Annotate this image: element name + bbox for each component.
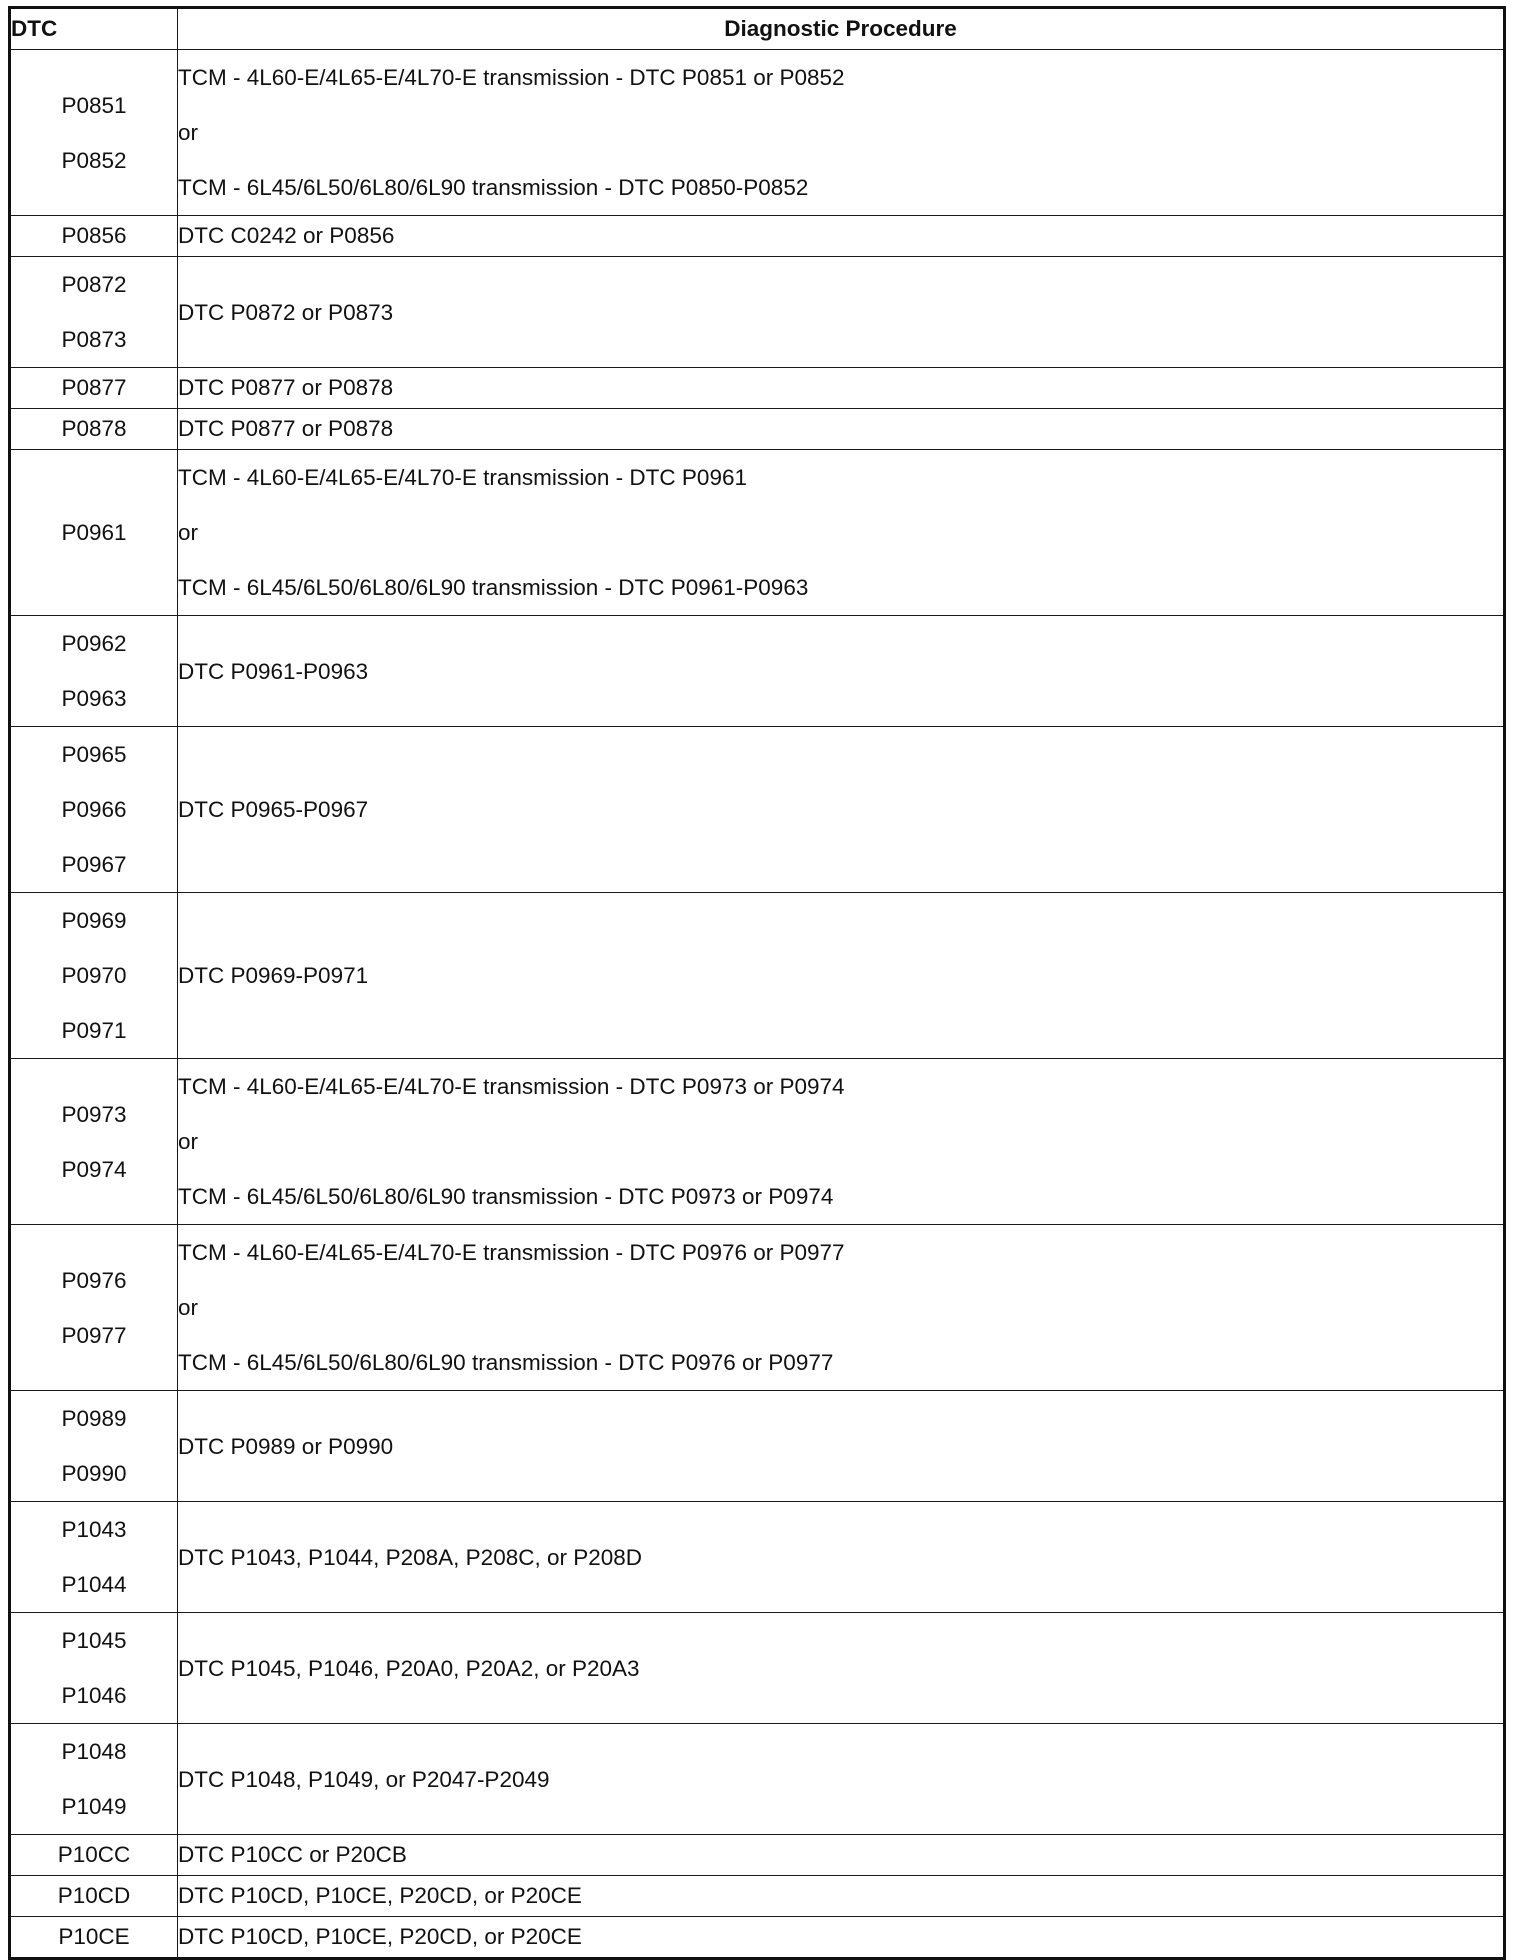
procedure-line: DTC P0965-P0967 — [178, 797, 369, 822]
table-row — [10, 216, 1505, 257]
diagnostic-procedure-cell — [178, 727, 1505, 893]
procedure-line: DTC P1045, P1046, P20A0, P20A2, or P20A3 — [178, 1655, 640, 1681]
dtc-code: P0969 — [61, 908, 127, 933]
dtc-code: P0990 — [61, 1461, 127, 1486]
dtc-code: P10CD — [57, 1883, 131, 1908]
dtc-code: P0852 — [61, 147, 127, 173]
dtc-code-cell — [10, 727, 178, 893]
table-row — [10, 368, 1505, 409]
table-row — [10, 1391, 1505, 1502]
procedure-line: DTC P1043, P1044, P208A, P208C, or P208D — [178, 1544, 643, 1570]
dtc-code: P1049 — [61, 1794, 127, 1819]
dtc-code: P0971 — [61, 1018, 127, 1043]
dtc-code: P1045 — [61, 1628, 127, 1653]
table-row — [10, 616, 1505, 727]
dtc-code-cell — [10, 50, 178, 216]
procedure-line: or — [178, 1129, 199, 1154]
dtc-code: P10CC — [57, 1842, 131, 1867]
procedure-line: DTC P10CD, P10CE, P20CD, or P20CE — [178, 1883, 582, 1908]
dtc-code: P0856 — [61, 223, 127, 248]
diagnostic-procedure-cell — [178, 1876, 1505, 1917]
diagnostic-procedure-cell — [178, 1391, 1505, 1502]
diagnostic-procedure-cell — [178, 216, 1505, 257]
dtc-code: P0877 — [61, 375, 127, 400]
dtc-code-cell — [10, 1876, 178, 1917]
dtc-code: P0851 — [61, 92, 127, 118]
table-row — [10, 1917, 1505, 1959]
procedure-line: TCM - 6L45/6L50/6L80/6L90 transmission - DTC P0850-P0852 — [178, 175, 809, 200]
dtc-code: P1043 — [61, 1517, 127, 1542]
diagnostic-procedure-cell — [178, 409, 1505, 450]
dtc-code-cell — [10, 368, 178, 409]
dtc-table — [8, 6, 1506, 1960]
diagnostic-procedure-cell — [178, 1613, 1505, 1724]
dtc-code: P1046 — [61, 1683, 127, 1708]
procedure-line: or — [178, 120, 199, 145]
table-row — [10, 727, 1505, 893]
table-row — [10, 1835, 1505, 1876]
dtc-code-cell — [10, 1502, 178, 1613]
diagnostic-procedure-cell — [178, 1502, 1505, 1613]
dtc-code: P0974 — [61, 1156, 127, 1182]
procedure-line: TCM - 6L45/6L50/6L80/6L90 transmission - DTC P0976 or P0977 — [178, 1350, 834, 1375]
dtc-code-cell — [10, 893, 178, 1059]
header-dtc: DTC — [10, 8, 178, 50]
table-row — [10, 450, 1505, 616]
dtc-code-cell — [10, 1391, 178, 1502]
procedure-line: DTC P10CD, P10CE, P20CD, or P20CE — [178, 1924, 582, 1949]
procedure-line: TCM - 4L60-E/4L65-E/4L70-E transmission - DTC P0961 — [178, 465, 747, 490]
dtc-code: P0967 — [61, 852, 127, 877]
dtc-code: P10CE — [58, 1924, 130, 1949]
dtc-code: P0977 — [61, 1322, 127, 1348]
dtc-code-cell — [10, 616, 178, 727]
table-row — [10, 893, 1505, 1059]
dtc-code-cell — [10, 1225, 178, 1391]
procedure-line: DTC P0877 or P0878 — [178, 375, 394, 400]
table-row — [10, 50, 1505, 216]
procedure-line: DTC P0872 or P0873 — [178, 299, 394, 325]
dtc-code-cell — [10, 1724, 178, 1835]
dtc-code-cell — [10, 1917, 178, 1959]
header-diagnostic-procedure: Diagnostic Procedure — [178, 8, 1505, 50]
dtc-code-cell — [10, 257, 178, 368]
dtc-code: P0961 — [61, 520, 127, 545]
table-row — [10, 1876, 1505, 1917]
diagnostic-procedure-cell — [178, 257, 1505, 368]
dtc-code: P0966 — [61, 797, 127, 822]
diagnostic-procedure-cell — [178, 368, 1505, 409]
dtc-code: P0872 — [61, 272, 127, 297]
diagnostic-procedure-cell — [178, 450, 1505, 616]
dtc-table-container — [8, 6, 1506, 1960]
table-row — [10, 1502, 1505, 1613]
procedure-line: or — [178, 520, 199, 545]
procedure-line: TCM - 4L60-E/4L65-E/4L70-E transmission - DTC P0973 or P0974 — [178, 1074, 845, 1099]
dtc-code-cell — [10, 409, 178, 450]
procedure-line: or — [178, 1295, 199, 1320]
dtc-code-cell — [10, 1613, 178, 1724]
procedure-line: DTC P10CC or P20CB — [178, 1842, 407, 1867]
dtc-code-cell — [10, 450, 178, 616]
procedure-line: TCM - 6L45/6L50/6L80/6L90 transmission - DTC P0961-P0963 — [178, 575, 809, 600]
diagnostic-procedure-cell — [178, 616, 1505, 727]
dtc-code: P0976 — [61, 1267, 127, 1293]
diagnostic-procedure-cell — [178, 1835, 1505, 1876]
dtc-code: P0873 — [61, 327, 127, 352]
dtc-code: P0970 — [61, 963, 127, 988]
table-row — [10, 1613, 1505, 1724]
diagnostic-procedure-cell — [178, 893, 1505, 1059]
table-row — [10, 1724, 1505, 1835]
procedure-line: DTC P0877 or P0878 — [178, 416, 394, 441]
diagnostic-procedure-cell — [178, 50, 1505, 216]
procedure-line: DTC P0989 or P0990 — [178, 1433, 394, 1459]
dtc-code: P0963 — [61, 686, 127, 711]
dtc-code-cell — [10, 1059, 178, 1225]
dtc-code: P0989 — [61, 1406, 127, 1431]
procedure-line: DTC P0961-P0963 — [178, 658, 369, 684]
dtc-code-cell — [10, 216, 178, 257]
table-body — [10, 50, 1505, 1959]
diagnostic-procedure-cell — [178, 1917, 1505, 1959]
procedure-line: TCM - 4L60-E/4L65-E/4L70-E transmission - DTC P0851 or P0852 — [178, 65, 845, 90]
diagnostic-procedure-cell — [178, 1059, 1505, 1225]
table-row — [10, 257, 1505, 368]
table-row — [10, 409, 1505, 450]
procedure-line: DTC C0242 or P0856 — [178, 223, 395, 248]
procedure-line: TCM - 6L45/6L50/6L80/6L90 transmission - DTC P0973 or P0974 — [178, 1184, 834, 1209]
diagnostic-procedure-cell — [178, 1724, 1505, 1835]
dtc-code: P0965 — [61, 742, 127, 767]
dtc-code: P0962 — [61, 631, 127, 656]
procedure-line: DTC P0969-P0971 — [178, 963, 369, 988]
dtc-code: P1048 — [61, 1739, 127, 1764]
procedure-line: TCM - 4L60-E/4L65-E/4L70-E transmission - DTC P0976 or P0977 — [178, 1240, 845, 1265]
diagnostic-procedure-cell — [178, 1225, 1505, 1391]
dtc-code: P0878 — [61, 416, 127, 441]
dtc-code: P0973 — [61, 1101, 127, 1127]
table-row — [10, 1059, 1505, 1225]
table-header-row — [10, 8, 1505, 50]
dtc-code: P1044 — [61, 1572, 127, 1597]
dtc-code-cell — [10, 1835, 178, 1876]
procedure-line: DTC P1048, P1049, or P2047-P2049 — [178, 1766, 550, 1792]
table-row — [10, 1225, 1505, 1391]
